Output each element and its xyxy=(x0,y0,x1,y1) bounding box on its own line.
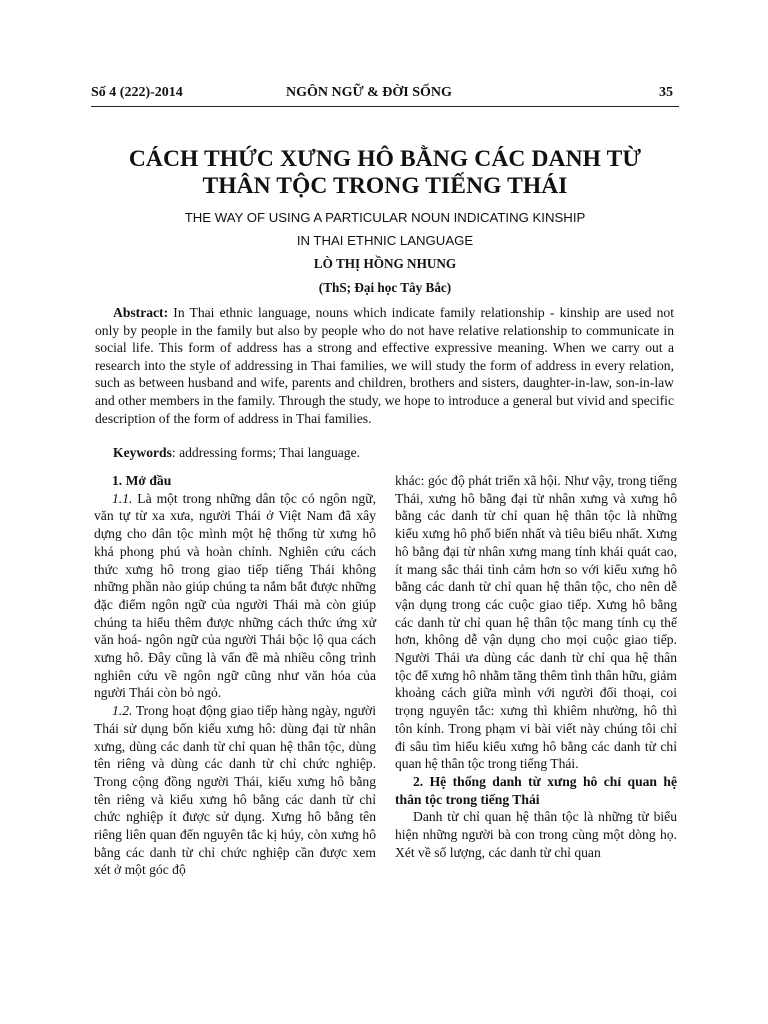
header-divider xyxy=(91,106,679,107)
body-column-left xyxy=(94,472,376,879)
paragraph-text: Là một trong những dân tộc có ngôn ngữ, văn tự từ xa xưa, người Thái ở Việt Nam đã xây dựng cho dân tộc mình một hệ thống từ xưng hô khá phong phú và hoàn chỉnh. Nghiên cứu cách thức xưng hô trong giao tiếp tiếng Thái không những phần nào giúp chúng ta nắm bắt được những đặc điểm ngôn ngữ của người Thái mà còn giúp chúng ta hiểu thêm được những cách thức ứng xử văn hoá- ngôn ngữ của người Thái bộc lộ qua cách xưng hô. Đây cũng là vấn đề mà nhiều công trình nghiên cứu về ngôn ngữ cũng như văn hóa của người Thái còn bỏ ngỏ. xyxy=(94,490,376,701)
keywords-label: Keywords xyxy=(113,445,172,460)
paragraph-1-2 xyxy=(94,702,376,879)
abstract-label: Abstract: xyxy=(113,305,169,320)
section-heading-1: 1. Mở đầu xyxy=(112,473,172,488)
subtitle-line-2: IN THAI ETHNIC LANGUAGE xyxy=(296,233,474,248)
title-line-1: CÁCH THỨC XƯNG HÔ BẰNG CÁC DANH TỪ xyxy=(128,146,642,172)
article-title xyxy=(91,146,679,200)
paragraph-2-1: Danh từ chỉ quan hệ thân tộc là những từ biểu hiện những người bà con trong cùng một dòng họ. Xét về số lượng, các danh từ chỉ quan xyxy=(395,809,677,860)
paragraph-1-1 xyxy=(94,490,376,702)
running-header xyxy=(91,85,679,105)
page-number: 35 xyxy=(659,85,673,100)
issue-number: Số 4 (222)-2014 xyxy=(91,85,183,100)
keywords xyxy=(95,445,674,461)
paragraph-continued: khác: góc độ phát triển xã hội. Như vậy, trong tiếng Thái, xưng hô bằng đại từ nhân xưng và xưng hô bằng các danh từ chỉ quan hệ thân tộc là những kiểu xưng hô phổ biến nhất và tiêu biểu nhất. Xưng hô bằng đại từ nhân xưng mang tính khái quát cao, ít mang sắc thái tình cảm hơn so với kiểu xưng hô bằng các danh từ chỉ quan hệ thân tộc, cho nên dễ vận dụng trong các cuộc giao tiếp. Xưng hô bằng các danh từ chỉ quan hệ thân tộc mang tính cụ thể hơn, không dễ vận dụng cho mọi cuộc giao tiếp. Người Thái ưa dùng các danh từ chỉ qua hệ thân tộc để xưng hô nhằm tăng thêm tình thân hữu, giảm khoảng cách giữa mình với người đối thoại, coi trọng nguyên tắc: xưng thì khiêm nhường, hô thì tôn kính. Trong phạm vi bài viết này chúng tôi chỉ đi sâu tìm hiểu kiểu xưng hô bằng các danh từ chỉ quan hệ thân tộc trong tiếng Thái. xyxy=(395,473,677,772)
section-heading-2: 2. Hệ thống danh từ xưng hô chỉ quan hệ thân tộc trong tiếng Thái xyxy=(395,773,677,807)
paragraph-number: 1.2. xyxy=(112,703,133,719)
paragraph-text: Trong hoạt động giao tiếp hàng ngày, người Thái sử dụng bốn kiểu xưng hô: dùng đại từ nhân xưng, dùng các danh từ chỉ quan hệ thân tộc, dùng tên riêng và dùng các danh từ chỉ chức nghiệp. Trong cộng đồng người Thái, kiểu xưng hô bằng tên riêng và kiểu xưng hô bằng các danh từ chỉ chức nghiệp ít được sử dụng. Xưng hô bằng tên riêng liên quan đến nguyên tắc kị húy, còn xưng hô bằng các danh từ chỉ chức nghiệp cần được xem xét ở một góc độ xyxy=(94,703,376,878)
keywords-text: : addressing forms; Thai language. xyxy=(171,445,361,460)
english-title xyxy=(91,206,679,252)
abstract xyxy=(95,304,674,427)
journal-name: NGÔN NGỮ & ĐỜI SỐNG xyxy=(286,85,452,100)
author-affiliation: (ThS; Đại học Tây Bắc) xyxy=(318,280,452,295)
body-column-right xyxy=(395,472,677,861)
title-line-2: THÂN TỘC TRONG TIẾNG THÁI xyxy=(202,173,568,199)
subtitle-line-1: THE WAY OF USING A PARTICULAR NOUN INDICATING KINSHIP xyxy=(184,210,586,225)
abstract-text: In Thai ethnic language, nouns which indicate family relationship - kinship are used not only by people in the family but also by people who do not have relative relationship to communicate in social life. This form of address has a strong and effective expressive meaning. When we carry out a research into the style of addressing in Thai families, we will study the form of address in every relation, such as between husband and wife, parents and children, brothers and sisters, daughter-in-law, son-in-law and other members in the family. Through the study, we hope to introduce a general but vivid and specific description of the form of address in Thai families. xyxy=(95,305,674,426)
paragraph-number: 1.1. xyxy=(112,490,133,506)
author-name: LÒ THỊ HỒNG NHUNG xyxy=(313,256,457,271)
